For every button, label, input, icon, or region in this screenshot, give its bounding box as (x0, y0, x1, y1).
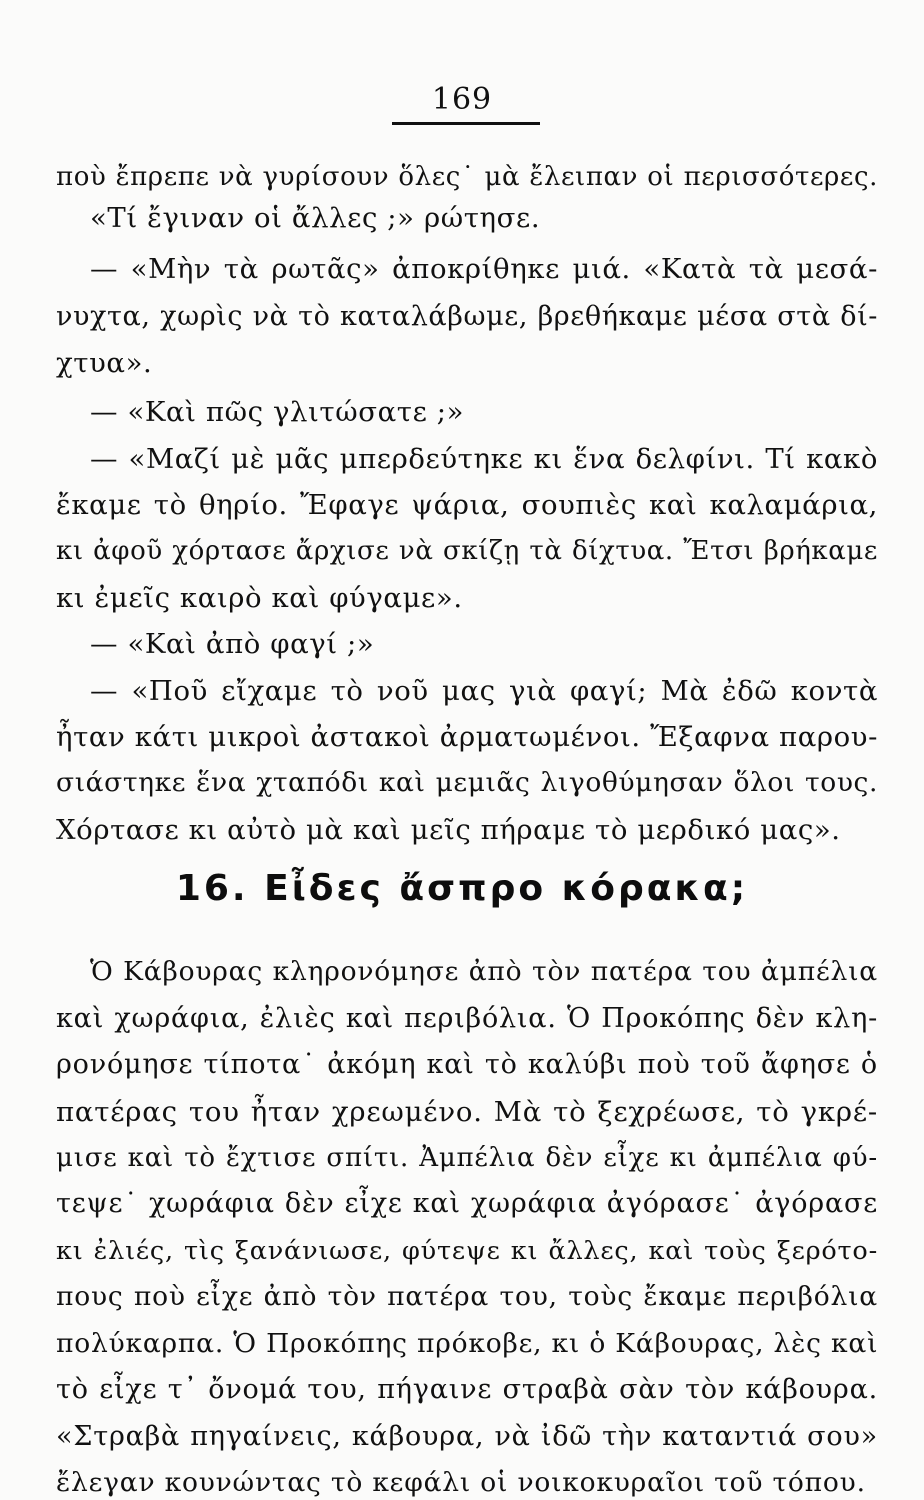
text-line: «Τί ἔγιναν οἱ ἄλλες ;» ρώτησε. (90, 202, 541, 234)
text-line: σιάστηκε ἕνα χταπόδι καὶ μεμιᾶς λιγοθύμησαν ὅλοι τους. (56, 767, 878, 798)
text-line: — «Μαζί μὲ μᾶς μπερδεύτηκε κι ἕνα δελφίνι. Τί κακὸ (90, 443, 878, 475)
page-number-rule (392, 122, 540, 125)
text-line: — «Καὶ ἀπὸ φαγί ;» (90, 628, 375, 660)
text-line: ἔκαμε τὸ θηρίο. Ἔφαγε ψάρια, σουπιὲς καὶ καλαμάρια, (56, 489, 878, 521)
text-line: χτυα». (56, 347, 153, 379)
text-line: «Στραβὰ πηγαίνεις, κάβουρα, νὰ ἰδῶ τὴν καταντιά σου» (56, 1421, 878, 1452)
section-title: 16. Εἶδες ἄσπρο κόρακα; (175, 868, 749, 909)
text-line: κι ἐλιές, τὶς ξανάνιωσε, φύτεψε κι ἄλλες, καὶ τοὺς ξερότο- (56, 1236, 878, 1266)
text-line: — «Καὶ πῶς γλιτώσατε ;» (90, 396, 465, 428)
text-line: — «Ποῦ εἴχαμε τὸ νοῦ μας γιὰ φαγί; Μὰ ἐδῶ κοντὰ (90, 675, 878, 707)
text-line: πολύκαρπα. Ὁ Προκόπης πρόκοβε, κι ὁ Κάβουρας, λὲς καὶ (56, 1328, 879, 1359)
text-line: πους ποὺ εἶχε ἀπὸ τὸν πατέρα του, τοὺς ἔκαμε περιβόλια (56, 1281, 878, 1312)
text-line: ἦταν κάτι μικροὶ ἀστακοὶ ἀρματωμένοι. Ἔξαφνα παρου- (56, 721, 878, 753)
text-line: ρονόμησε τίποτα˙ ἀκόμη καὶ τὸ καλύβι ποὺ τοῦ ἄφησε ὁ (56, 1049, 878, 1080)
text-line: Ὁ Κάβουρας κληρονόμησε ἀπὸ τὸν πατέρα του ἀμπέλια (90, 956, 878, 987)
text-line: κι ἐμεῖς καιρὸ καὶ φύγαμε». (56, 582, 463, 614)
text-line: ποὺ ἔπρεπε νὰ γυρίσουν ὅλες˙ μὰ ἔλειπαν οἱ περισσότερες. (56, 162, 878, 192)
text-line: — «Μὴν τὰ ρωτᾶς» ἀποκρίθηκε μιά. «Κατὰ τὰ μεσά- (90, 253, 878, 285)
text-line: τεψε˙ χωράφια δὲν εἶχε καὶ χωράφια ἀγόρασε˙ ἀγόρασε (56, 1188, 878, 1219)
text-line: ἔλεγαν κουνώντας τὸ κεφάλι οἱ νοικοκυραῖοι τοῦ τόπου. (56, 1467, 866, 1498)
text-line: μισε καὶ τὸ ἔχτισε σπίτι. Ἀμπέλια δὲν εἶχε κι ἀμπέλια φύ- (56, 1143, 878, 1173)
text-line: νυχτα, χωρὶς νὰ τὸ καταλάβωμε, βρεθήκαμε μέσα στὰ δί- (56, 301, 878, 332)
page-number: 169 (431, 82, 493, 117)
text-line: πατέρας του ἦταν χρεωμένο. Μὰ τὸ ξεχρέωσε, τὸ γκρέ- (56, 1096, 878, 1128)
text-line: καὶ χωράφια, ἐλιὲς καὶ περιβόλια. Ὁ Προκόπης δὲν κλη- (56, 1003, 878, 1034)
text-line: κι ἀφοῦ χόρτασε ἄρχισε νὰ σκίζῃ τὰ δίχτυα. Ἔτσι βρήκαμε (56, 536, 878, 566)
text-line: Χόρτασε κι αὐτὸ μὰ καὶ μεῖς πήραμε τὸ μερδικό μας». (56, 814, 841, 846)
text-line: τὸ εἶχε τ᾽ ὄνομά του, πήγαινε στραβὰ σὰν τὸν κάβουρα. (56, 1374, 878, 1405)
